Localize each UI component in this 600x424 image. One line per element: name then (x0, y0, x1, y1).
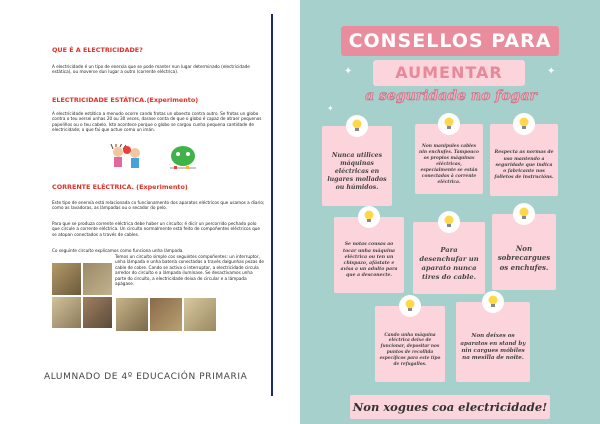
paragraph-electric-current-4: Temos un circuíto simple cos seguintes compoñentes: un interruptor, unha lámpada e unha batería conectadas a través dalgunhas pezas de cable de cobre. Cando se activa o interruptor, a electricidade circula arredor do circuíto e a lámpada ilumínase. Se desactivamos unha parte do circuíto, a electricidade deixa de circular e a lámpada apágase. (115, 254, 265, 287)
photo-children-circuit-1 (52, 263, 81, 295)
lightbulb-icon (358, 206, 380, 228)
photo-strip (116, 298, 216, 331)
sparkle-icon: ✦ (547, 66, 556, 77)
footer-class-name: ALUMNADO DE 4º EDUCACIÓN PRIMARIA (44, 372, 248, 382)
photo-children-circuit-4 (83, 297, 112, 328)
lightbulb-icon (513, 113, 535, 135)
lightbulb-icon (438, 211, 460, 233)
heading-what-is-electricity: QUE É A ELECTRICIDADE? (52, 46, 143, 54)
page-border-line (271, 14, 273, 396)
paragraph-static-electricity: A electricidade estática a menudo ocorre cando frotas un obxecto contra outro. Se frotas un globo contra o teu xersei unhas 20 ou 30 veces, darase conta de que o globo é capaz de atraer pequenos papeliños ou o teu cabelo. Isto acontece porque o globo se cargou cunha pequena cantidade de electricidade; o que fai que actue como un imán. (52, 111, 262, 133)
tip-card-1 (322, 126, 392, 206)
tip-card-3 (490, 124, 558, 196)
heading-static-electricity: ELECTRICIDADE ESTÁTICA.(Experimento) (52, 96, 199, 104)
photo-children-circuit-2 (83, 263, 112, 295)
balloon-paper-illustration (166, 142, 200, 174)
tip-text-8: Non deixes os aparatos en stand by nin cargues móbiles na mesilla de noite. (460, 333, 526, 362)
paragraph-electric-current-1: Este tipo de enerxía está relacionada co funcionamento dos aparatos eléctricos que usamos a diario; como as lavadoras, as lámpadas ou o secador do pelo. (52, 200, 265, 211)
paragraph-electric-current-3: Co seguinte circuíto explicamos como funciona unha lámpada. (52, 248, 184, 253)
tip-card-8 (456, 302, 530, 382)
tip-card-6 (492, 214, 556, 290)
photo-children-circuit-5 (116, 298, 148, 331)
photo-children-circuit-3 (52, 297, 81, 328)
tip-text-2: Non manipules cables nin enchufes. Tampouco os propios máquinas eléctricas, especialmente se están conectadas á corrente eléctrica. (419, 144, 479, 185)
title-script: a seguridade no fogar (365, 88, 537, 104)
children-balloon-illustration (108, 144, 146, 172)
title-subbanner: AUMENTAR (373, 60, 525, 86)
photo-children-circuit-6 (150, 298, 182, 331)
tip-text-5: Para desenchufar un aparato nunca tires do cable. (419, 246, 479, 281)
tip-card-4 (334, 217, 404, 293)
paragraph-what-is-electricity: A electricidade é un tipo de enerxía que se pode manter nun lugar determinado (electricidade estática), ou moverse dun lugar a outro (corrente eléctrica). (52, 64, 250, 75)
footer-slogan: Non xogues coa electricidade! (350, 395, 550, 419)
lightbulb-icon (513, 203, 535, 225)
tip-card-2 (415, 124, 483, 194)
tip-text-4: Se notas cousas ao tocar unha máquina eléctrica ou ten un chispazo, afástate e avisa a un adulto para que a desconecte. (340, 242, 398, 279)
photo-children-circuit-7 (184, 298, 216, 331)
tip-text-6: Non sobrecargues os enchufes. (497, 243, 551, 272)
sparkle-icon: ✦ (344, 66, 353, 77)
tip-card-5 (413, 222, 485, 294)
tip-card-7 (375, 306, 445, 382)
sparkle-icon: ✦ (327, 104, 334, 113)
lightbulb-icon (438, 113, 460, 135)
title-banner: CONSELLOS PARA (341, 26, 559, 56)
tip-text-7: Cando unha máquina eléctrica deixe de funcionar, depositar nos puntos de recollida específicos para este tipo de refugallos. (379, 332, 441, 367)
paragraph-electric-current-2: Para que se produza corrente eléctrica debe haber un circuíto; é dicir un percorrido pechado polo que circule a corrente eléctrica. Un circuíto normalmente está feito de compoñentes eléctricos que se atopan conectados a través de cables. (52, 221, 260, 237)
lightbulb-icon (399, 295, 421, 317)
photo-collage (52, 263, 112, 328)
heading-electric-current: CORRENTE ELÉCTRICA. (Experimento) (52, 183, 188, 191)
lightbulb-icon (482, 291, 504, 313)
tip-text-1: Nunca utilices máquinas eléctricas en lugares mollados ou húmidos. (327, 152, 387, 191)
lightbulb-icon (346, 115, 368, 137)
tip-text-3: Respecta as normas de uso mantendo a seguridade que indica o fabricante nos folletos de instrucións. (494, 150, 554, 181)
